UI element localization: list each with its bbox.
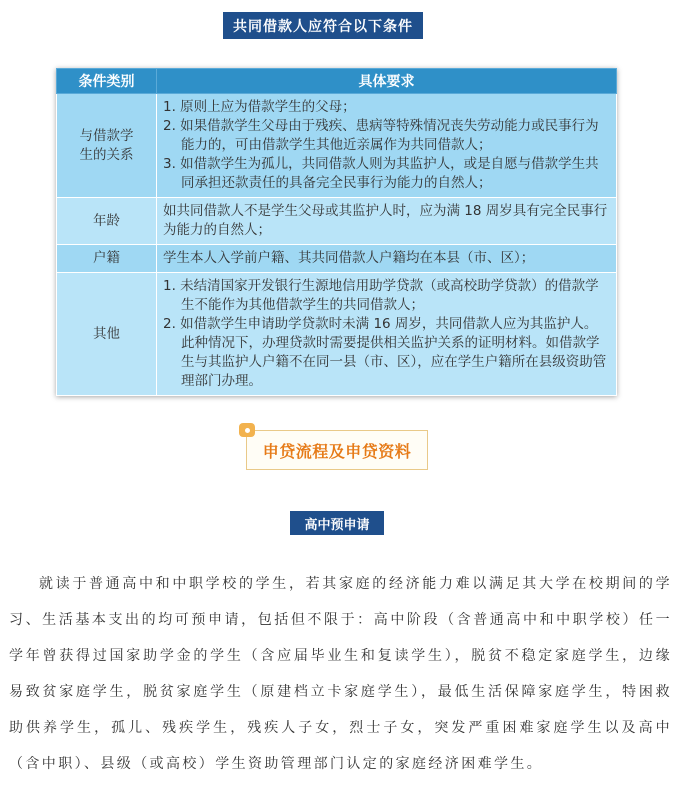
requirement-item: 1. 未结清国家开发银行生源地信用助学贷款（或高校助学贷款）的借款学生不能作为其他借款学生的共同借款人；: [163, 278, 599, 313]
category-cell: [57, 94, 157, 198]
tag-icon: [239, 423, 255, 437]
sub-heading: 高中预申请: [290, 511, 384, 535]
table-header-row: [57, 69, 617, 94]
flow-heading-label: 申贷流程及申贷资料: [262, 441, 412, 461]
table-row: [57, 245, 617, 273]
table-row: [57, 94, 617, 198]
requirement-item: 2. 如借款学生申请助学贷款时未满 16 周岁，共同借款人应为其监护人。此种情况下，办理贷款时需要提供相关监护关系的证明材料。如借款学生与其监护人户籍不在同一县（市、区），应在学生户籍所在县级资助管理部门办理。: [163, 316, 607, 389]
category-cell: 年龄: [57, 198, 157, 245]
category-cell: 其他: [57, 273, 157, 396]
requirement-cell: [157, 198, 617, 245]
category-label: 与借款学生的关系: [79, 127, 134, 163]
requirement-cell: [157, 273, 617, 396]
section-title: 共同借款人应符合以下条件: [223, 12, 423, 39]
table-row: [57, 273, 617, 396]
requirement-item: 3. 如借款学生为孤儿，共同借款人则为其监护人，或是自愿与借款学生共同承担还款责任的具备完全民事行为能力的自然人；: [163, 156, 599, 191]
requirement-item: 2. 如果借款学生父母由于残疾、患病等特殊情况丧失劳动能力或民事行为能力的，可由借款学生其他近亲属作为共同借款人；: [163, 118, 599, 153]
requirement-cell: [157, 245, 617, 273]
flow-heading: [246, 430, 428, 470]
table-row: [57, 198, 617, 245]
requirement-item: 如共同借款人不是学生父母或其监护人时，应为满 18 周岁具有完全民事行为能力的自然人；: [163, 203, 608, 238]
category-cell: 户籍: [57, 245, 157, 273]
requirement-cell: [157, 94, 617, 198]
requirement-item: 学生本人入学前户籍、其共同借款人户籍均在本县（市、区）；: [163, 250, 535, 266]
requirement-item: 1. 原则上应为借款学生的父母；: [163, 99, 356, 115]
body-paragraph: 就读于普通高中和中职学校的学生，若其家庭的经济能力难以满足其大学在校期间的学习、生活基本支出的均可预申请，包括但不限于：高中阶段（含普通高中和中职学校）任一学年曾获得过国家助学金的学生（含应届毕业生和复读学生），脱贫不稳定家庭学生，边缘易致贫家庭学生，脱贫家庭学生（原建档立卡家庭学生），最低生活保障家庭学生，特困救助供养学生，孤儿、残疾学生，残疾人子女，烈士子女，突发严重困难家庭学生以及高中（含中职）、县级（或高校）学生资助管理部门认定的家庭经济困难学生。: [9, 576, 672, 772]
column-header-category: 条件类别: [57, 69, 157, 94]
column-header-requirement: 具体要求: [157, 69, 617, 94]
requirements-table: [56, 68, 617, 396]
